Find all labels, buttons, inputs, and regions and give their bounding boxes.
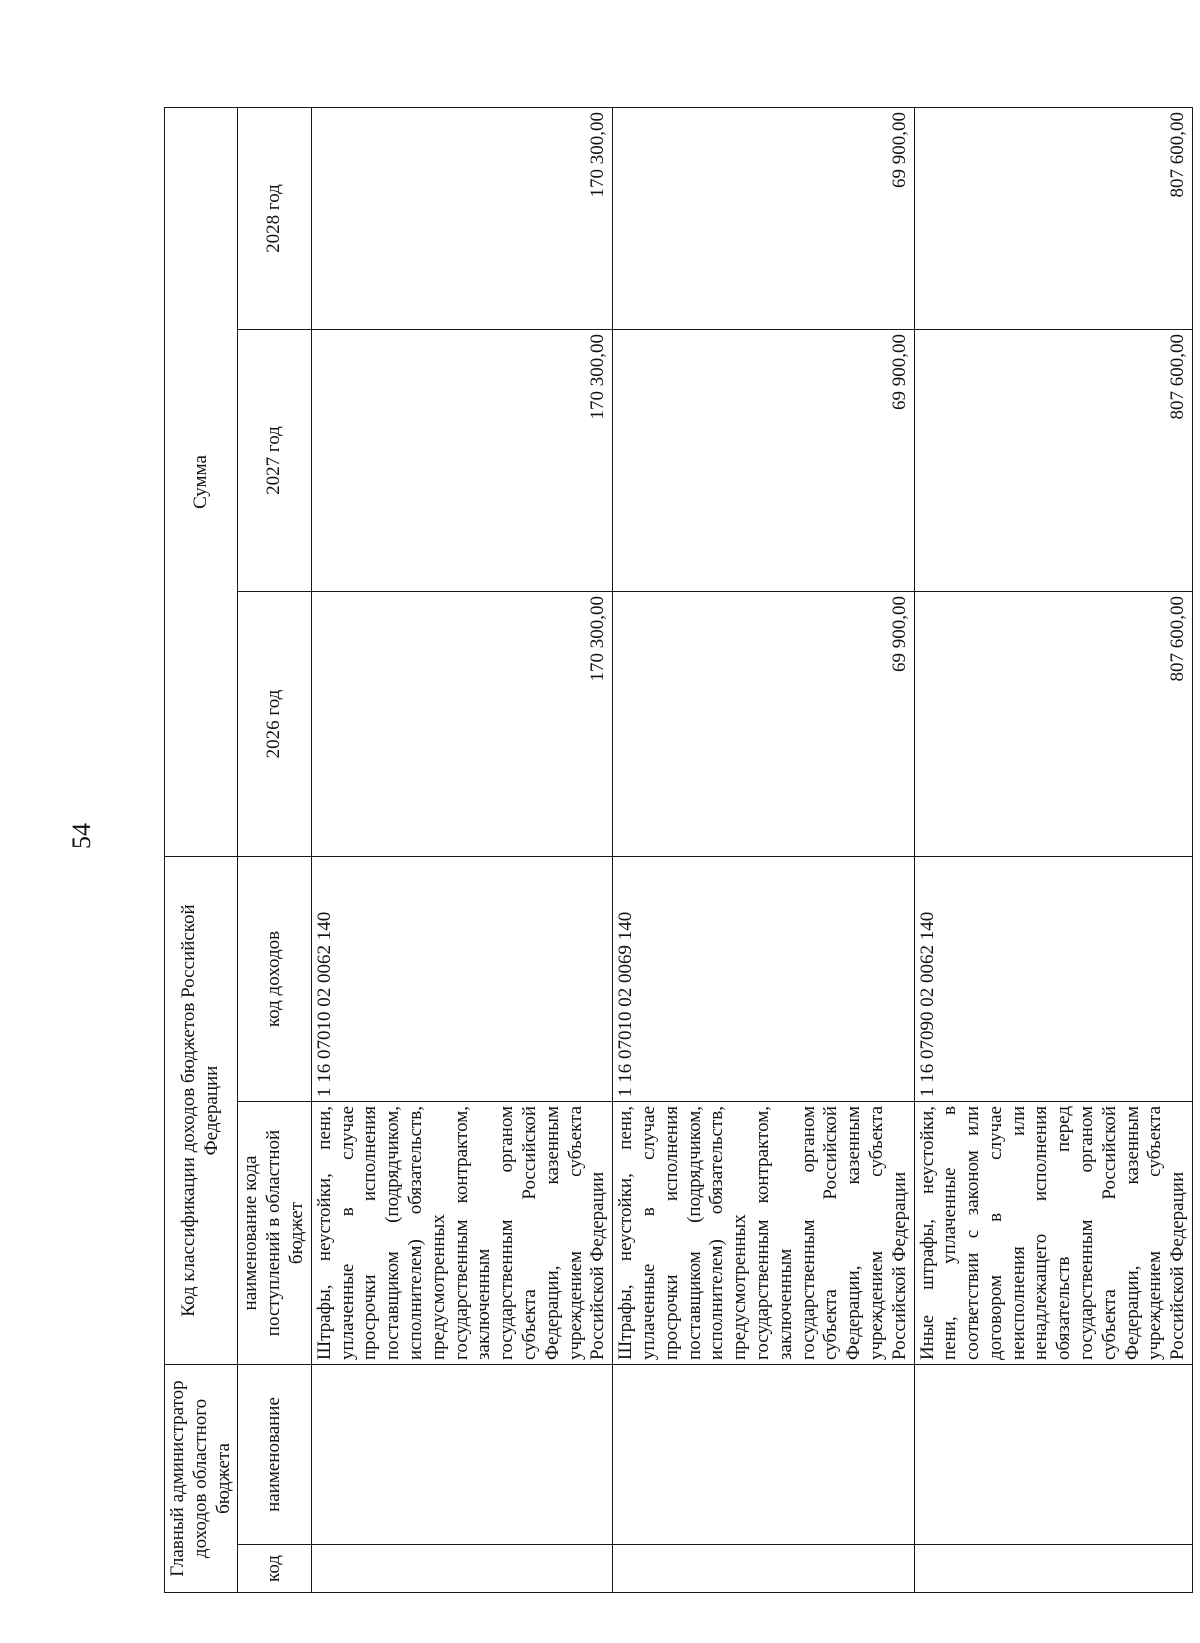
revenue-table-container — [164, 108, 1200, 1582]
row-income-code: 1 16 07010 02 0069 140 — [613, 857, 914, 1102]
table-row — [311, 108, 612, 1593]
row-admin-code — [914, 1545, 1193, 1593]
row-income-code: 1 16 07010 02 0062 140 — [311, 857, 612, 1102]
row-amount-2026: 807 600,00 — [914, 592, 1193, 857]
revenue-table-rotated — [164, 108, 1189, 1593]
row-income-name: Штрафы, неустойки, пени, уплаченные в случае просрочки исполнения поставщиком (подрядчиком, исполнителем) обязательств, предусмотренных государственным контрактом, заключенным государственным органом субъекта Российской Федерации, казенным учреждением субъекта Российской Федерации — [311, 1102, 612, 1365]
row-amount-2026: 69 900,00 — [613, 592, 914, 857]
row-amount-2027: 170 300,00 — [311, 330, 612, 592]
row-amount-2028: 807 600,00 — [914, 108, 1193, 330]
header-row-top — [165, 108, 238, 1593]
revenue-table — [164, 107, 1193, 1593]
header-class-name: наименование кода поступлений в областной бюджет — [238, 1102, 311, 1365]
page-number: 54 — [67, 823, 96, 849]
table-row — [914, 108, 1193, 1593]
row-admin-code — [613, 1545, 914, 1593]
header-classification-group: Код классификации доходов бюджетов Российской Федерации — [165, 857, 238, 1365]
header-year-2026: 2026 год — [238, 592, 311, 857]
header-year-2028: 2028 год — [238, 108, 311, 330]
row-amount-2027: 807 600,00 — [914, 330, 1193, 592]
row-admin-name — [613, 1365, 914, 1545]
row-income-name: Иные штрафы, неустойки, пени, уплаченные в соответствии с законом или договором в случае неисполнения или ненадлежащего исполнения обязательств перед государственным органом субъекта Российской Федерации, казенным учреждением субъекта Российской Федерации — [914, 1102, 1193, 1365]
header-sum-group: Сумма — [165, 108, 238, 857]
row-admin-name — [914, 1365, 1193, 1545]
row-admin-name — [311, 1365, 612, 1545]
row-income-code: 1 16 07090 02 0062 140 — [914, 857, 1193, 1102]
table-row — [613, 108, 914, 1593]
header-class-code: код доходов — [238, 857, 311, 1102]
header-admin-group: Главный администратор доходов областного бюджета — [165, 1365, 238, 1593]
header-row-sub — [238, 108, 311, 1593]
header-year-2027: 2027 год — [238, 330, 311, 592]
row-income-name: Штрафы, неустойки, пени, уплаченные в случае просрочки исполнения поставщиком (подрядчиком, исполнителем) обязательств, предусмотренных государственным контрактом, заключенным государственным органом субъекта Российской Федерации, казенным учреждением субъекта Российской Федерации — [613, 1102, 914, 1365]
row-admin-code — [311, 1545, 612, 1593]
row-amount-2028: 69 900,00 — [613, 108, 914, 330]
header-admin-name: наименование — [238, 1365, 311, 1545]
row-amount-2026: 170 300,00 — [311, 592, 612, 857]
header-admin-code: код — [238, 1545, 311, 1593]
row-amount-2027: 69 900,00 — [613, 330, 914, 592]
row-amount-2028: 170 300,00 — [311, 108, 612, 330]
